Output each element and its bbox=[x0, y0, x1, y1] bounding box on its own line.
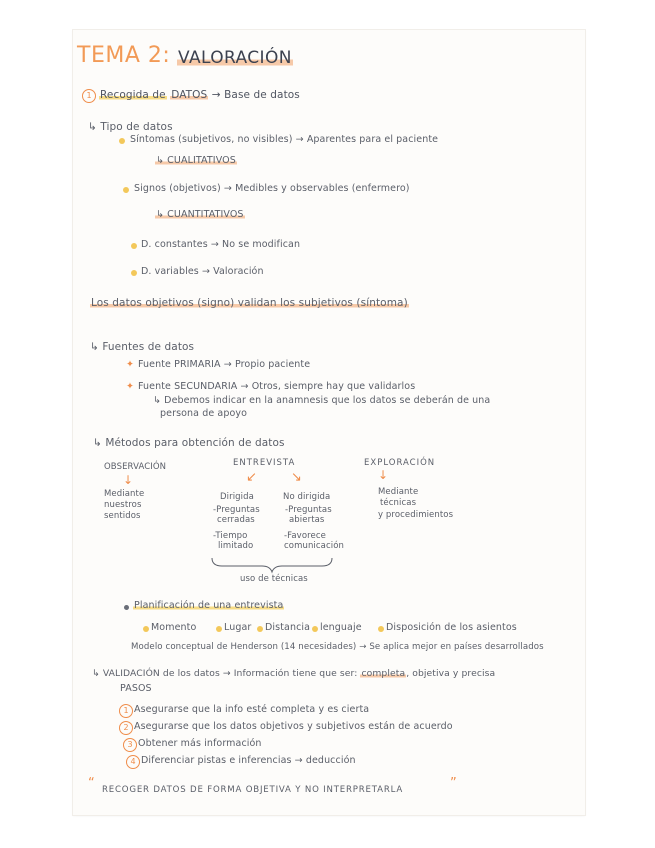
dirigida-line-5: limitado bbox=[218, 541, 254, 551]
observacion-desc-3: sentidos bbox=[104, 511, 141, 521]
step-text: Obtener más información bbox=[138, 738, 262, 749]
no-dirigida-line-2: -Preguntas bbox=[285, 505, 332, 515]
fuentes-heading: ↳ Fuentes de datos bbox=[90, 341, 195, 353]
bullet-dot bbox=[257, 626, 263, 632]
dirigida-line-1: Dirigida bbox=[220, 492, 254, 502]
plan-item-momento: Momento bbox=[151, 622, 197, 633]
section-heading: Recogida de DATOS → Base de datos bbox=[100, 89, 300, 101]
validacion-heading: ↳ VALIDACIÓN de los datos → Información tiene que ser: completa, objetiva y precisa bbox=[92, 668, 496, 679]
constantes-text: D. constantes → No se modifican bbox=[141, 239, 301, 250]
tipos-heading: ↳ Tipo de datos bbox=[88, 121, 173, 133]
bullet-dot bbox=[124, 605, 129, 610]
entrevista-label: ENTREVISTA bbox=[233, 458, 296, 468]
observacion-label: OBSERVACIÓN bbox=[104, 462, 167, 472]
fuente-star-icon: ✦ bbox=[126, 359, 135, 370]
no-dirigida-line-3: abiertas bbox=[289, 515, 325, 525]
title-topic: VALORACIÓN bbox=[178, 48, 292, 68]
quote-close-icon: ” bbox=[450, 776, 457, 791]
fuente-secundaria: Fuente SECUNDARIA → Otros, siempre hay que validarlos bbox=[138, 381, 416, 392]
no-dirigida-line-1: No dirigida bbox=[283, 492, 331, 502]
step-text: Asegurarse que los datos objetivos y subjetivos están de acuerdo bbox=[134, 721, 453, 732]
quote-text: RECOGER DATOS DE FORMA OBJETIVA Y NO INTERPRETARLA bbox=[102, 785, 404, 795]
step-number: 4 bbox=[126, 755, 140, 769]
fuente-primaria: Fuente PRIMARIA → Propio paciente bbox=[138, 359, 311, 370]
bullet-dot bbox=[216, 626, 222, 632]
step-number: 2 bbox=[119, 721, 133, 735]
arrow-down-right-icon: ↘ bbox=[291, 470, 302, 485]
plan-item-lenguaje: lenguaje bbox=[320, 622, 362, 633]
no-dirigida-line-4: -Favorece bbox=[284, 531, 326, 541]
exploracion-desc-2: técnicas bbox=[380, 498, 417, 508]
exploracion-desc-1: Mediante bbox=[378, 487, 419, 497]
fuente-star-icon: ✦ bbox=[126, 381, 135, 392]
bullet-dot bbox=[143, 626, 149, 632]
sintomas-text: Síntomas (subjetivos, no visibles) → Aparentes para el paciente bbox=[130, 134, 439, 145]
observacion-desc-1: Mediante bbox=[104, 489, 145, 499]
dirigida-line-4: -Tiempo bbox=[213, 531, 248, 541]
exploracion-label: EXPLORACIÓN bbox=[364, 458, 436, 468]
step-text: Diferenciar pistas e inferencias → deducción bbox=[141, 755, 356, 766]
no-dirigida-line-5: comunicación bbox=[284, 541, 344, 551]
signos-type: ↳ CUANTITATIVOS bbox=[156, 209, 244, 220]
bullet-dot bbox=[312, 626, 318, 632]
step-number: 1 bbox=[119, 704, 133, 718]
plan-item-lugar: Lugar bbox=[224, 622, 252, 633]
pasos-label: PASOS bbox=[120, 683, 152, 694]
quote-open-icon: “ bbox=[88, 776, 95, 791]
modelo-henderson: Modelo conceptual de Henderson (14 necesidades) → Se aplica mejor en países desarrollados bbox=[131, 642, 544, 652]
arrow-down-icon: ↓ bbox=[123, 473, 134, 487]
dirigida-line-3: cerradas bbox=[217, 515, 255, 525]
arrow-down-left-icon: ↙ bbox=[246, 470, 257, 485]
exploracion-desc-3: y procedimientos bbox=[378, 510, 454, 520]
planificacion-heading: Planificación de una entrevista bbox=[134, 600, 284, 611]
sintomas-type: ↳ CUALITATIVOS bbox=[156, 155, 236, 166]
title-tema: TEMA 2: bbox=[77, 43, 171, 68]
metodos-heading: ↳ Métodos para obtención de datos bbox=[93, 437, 285, 449]
brace-note: uso de técnicas bbox=[240, 574, 308, 584]
plan-item-distancia: Distancia bbox=[265, 622, 311, 633]
signos-text: Signos (objetivos) → Medibles y observables (enfermero) bbox=[134, 183, 410, 194]
arrow-down-icon: ↓ bbox=[378, 468, 389, 482]
step-text: Asegurarse que la info esté completa y es cierta bbox=[134, 704, 370, 715]
step-number: 3 bbox=[123, 738, 137, 752]
dirigida-line-2: -Preguntas bbox=[213, 505, 260, 515]
fuente-note-1: ↳ Debemos indicar en la anamnesis que los datos se deberán de una bbox=[153, 395, 491, 406]
validation-note: Los datos objetivos (signo) validan los subjetivos (síntoma) bbox=[91, 297, 408, 309]
bullet-dot bbox=[378, 626, 384, 632]
variables-text: D. variables → Valoración bbox=[141, 266, 264, 277]
fuente-note-2: persona de apoyo bbox=[160, 408, 247, 419]
observacion-desc-2: nuestros bbox=[104, 500, 142, 510]
section-number: 1 bbox=[82, 89, 96, 103]
plan-item-disposicion: Disposición de los asientos bbox=[386, 622, 517, 633]
